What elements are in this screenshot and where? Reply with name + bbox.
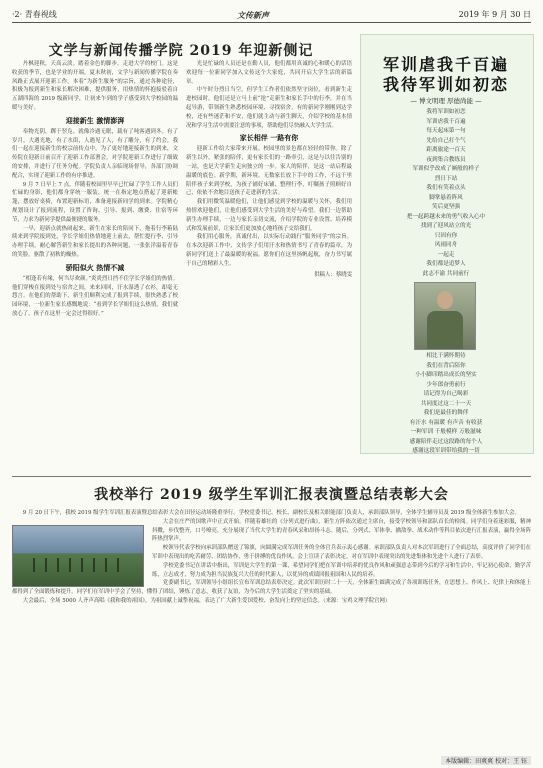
photo-soldier <box>33 558 35 572</box>
article-byline: 供稿人：蔡晓雯 <box>314 271 352 278</box>
poem-line: 请记得为自己喝彩 <box>423 391 469 397</box>
editor-credit: 本版编辑：田爽爽 校对：王 钰 <box>441 756 531 765</box>
poem-line: 军训虐我千百遍 <box>426 118 466 125</box>
poem-line: 我将军训如初恋 <box>426 109 466 115</box>
paragraph: 我们用心服务，真诚付出，以实际行动践行“服务同学”的宗旨。在本次迎新工作中，文传学子们用汗水和热情书写了青春的篇章，为新同学们送上了最温暖的祝福。愿你们在这里扬帆起航，奋力书写属于自己的精彩人生。 <box>186 234 352 267</box>
paragraph: 党委副书记，军训领导小组组长宣布军训总结表彰决定。此次军训历时二十一天，全体新生圆满完成了各项训练任务，在思想上、作风上、纪律上和体能上都得到了全面锻炼和提升。同学们在军训中学会了坚持，懂得了团结，锤炼了意志，收获了友谊，为今后的大学生活奠定了坚实的基础。 <box>12 580 531 596</box>
paragraph: 光是忙碌的人员还是在勤人员，他们都用真诚的心和暖心的话语欢迎每一位新同学加入文传这个大家庭，共同开启大学生活的新篇章。 <box>186 61 352 85</box>
photo-soldier <box>69 558 71 572</box>
poem-line: 我们是最佳的舞伴 <box>423 410 469 416</box>
photo-soldier <box>93 558 95 572</box>
poem-line: 找到了迎风站立的光 <box>420 223 472 229</box>
photo-soldier <box>105 558 107 572</box>
subheading: 家长相伴 一路有你 <box>239 133 299 143</box>
subheading: 骄阳似火 热情不减 <box>65 262 125 272</box>
paragraph: 大会在庄严的国歌声中正式开始。伴随着雄壮的《分列式进行曲》，新生方阵依次通过主席台，接受学校领导和部队首长的检阅。同学们身着迷彩服，精神抖擞，步伐整齐，口号嘹亮，充分展现了当代大学生的青春风采和昂扬斗志。随后，分列式、军体拳、擒敌拳、战术动作等科目依次进行汇报表演，赢得全场阵阵热烈掌声。 <box>152 518 531 543</box>
poem-line: 小小脚印踏出成长的坚实 <box>415 372 477 378</box>
poem-line: 只因有你 <box>434 232 458 239</box>
paragraph: 我们用微笑温暖他们，让他们感觉到学校的温暖与关怀，我们用热情欢迎他们，让他们感受到大学生活的美好与希望。我们一边帮助新生办理手续，一边与家长亲切交流，介绍学院的专业设置、培养模式和发展前景，让家长们更加放心地将孩子交给我们。 <box>186 199 352 232</box>
paragraph: 学校党委书记在讲话中指出，军训是大学生的第一课，希望同学们把在军训中培养的优良作风和顽强意志带到今后的学习和生活中，牢记初心使命，勤学苦练，立志成才，努力成为担当民族复兴大任的时代新人，以优异的成绩回报祖国和人民的培养。 <box>152 562 531 578</box>
photo-soldier <box>57 558 59 572</box>
poem-line: 感谢陪伴走过这段路的每个人 <box>409 438 483 445</box>
poem-line: 风雨同舟 <box>434 242 458 248</box>
paragraph: “相逢若有缘，何当尽欢颜。”炎炎烈日挡不住学长学姐们的热情。他们穿梭在报到处与宿舍之间，来来回回，汗水湿透了衣衫，却毫无怨言。在他们的帮助下，新生们顺利完成了报到手续，很快熟悉了校园环境，一位新生家长感慨地说：“看到学长学姐们这么热情，我们就放心了，孩子在这里一定会过得很好。” <box>12 275 178 317</box>
paragraph: 9 月 7 日早上 7 点，伴随着校园里早早已忙碌了学生工作人员们忙碌的身影，他们都身穿统一服装，统一在指定地点搭起了迎新帐篷，摆放好桌椅，布置迎新标语，准备迎接新同学的到来。学院精心规划设计了报到流程，设置了咨询、引导、报到、缴费、住宿等环节，力求为新同学提供最便捷的服务。 <box>12 181 178 223</box>
issue-date: 2019 年 9 月 30 日 <box>458 10 531 19</box>
poem-line: 少年郎奋勇前行 <box>426 381 466 388</box>
poem-line: 夜到集合教练员 <box>426 156 466 163</box>
photo-soldier <box>117 558 119 572</box>
soldier-photo <box>414 282 476 350</box>
page-number-section: ·2· 青春视线 <box>12 10 57 19</box>
poem-stanza-1 <box>362 108 530 279</box>
poem-line: 一种军训 千般模样 万般滋味 <box>410 429 482 435</box>
article-column-1 <box>12 60 178 465</box>
poem-line: 先给自己打个气 <box>426 137 466 144</box>
poem-line: 烈日下站 <box>434 175 458 182</box>
paragraph: 迎新工作给大家带来开展。校园里的景色都在轻轻的带你。除了新生以外，紧张的陪伴，更有家长们的一路牵引，这是与以往告别的一站，也是大学新生走向独立的一步。家人的陪伴，是这一站启程最温暖的底色。新学期，新环境。无数家长放下手中的工作，不远千里陪伴孩子来到学校，为孩子铺好床铺、整理行李，叮嘱孩子照顾好自己，依依不舍地目送孩子走进新的生活。 <box>186 146 352 197</box>
section-divider <box>12 476 531 477</box>
poem-line: 每天起床第一句 <box>426 128 466 134</box>
article-title-orientation: 文学与新闻传播学院 2019 年迎新侧记 <box>48 43 314 59</box>
parade-photo <box>12 525 144 587</box>
poem-line: 军训似乎改成了厮般的样子 <box>412 166 480 172</box>
paragraph: 大会最后，全场 5000 人齐声高唱《我和我的祖国》，为祖国献上诚挚祝福，表达了广大新生爱国爱校、奋发向上的坚定信念。（来源：宝鸡文理学院官网） <box>22 597 391 604</box>
poem-line: 相比于满怀期待 <box>426 353 466 359</box>
poem-title-line-1: 军训虐我千百遍 <box>382 55 509 74</box>
article-title-military-training: 我校举行 2019 级学生军训汇报表演暨总结表彰大会 <box>94 487 449 503</box>
photo-figure-head <box>437 291 453 309</box>
poem-line: 我们在背后陪你 <box>426 362 466 369</box>
paragraph: 丹枫迎秋，天高云淡。踏着金色的脚步，走进大学的校门。这是收获的季节，也是学业的开端。夏末秋初，文学与新闻传播学院在奏风路正式展开迎新工作，本着“为新生服务”的宗旨，通过各种途径，积极为报到新生和家长解决困难，提供服务，用热情的怀抱接驳着自五湖四海的 2019 级新同学，让初来乍到的学子感受到大学校园的温暖与美好。 <box>12 61 178 111</box>
poem-stanza-2 <box>362 352 530 457</box>
article-column-2 <box>186 60 352 465</box>
poem-line: 笑后更坚强 <box>432 204 460 210</box>
page-header <box>12 8 531 23</box>
poem-line: 我们都是追梦人 <box>426 261 466 267</box>
paragraph: 中午时分烈日当空，但学生工作者们依然坚守岗位，看到新生走进校园时，他们还是立马上前“抢”走新生和家长手中的行李，并在当起导游，带领新生熟悉校园环境、寻找宿舍。有的新同学刚刚到达学校，还有些迷茫和不安，他们就主动与新生聊天，介绍学校的基本情况和学习生活中需要注意的事项，帮助他们尽快融入大学生活。 <box>186 87 352 129</box>
photo-soldier <box>45 558 47 572</box>
poem-line: 有汗水 有温暖 有声音 有收获 <box>409 419 483 426</box>
paragraph: 一早，迎新点就热闹起来。新生在家长的陪同下，拖着行李箱陆续来到学院报到处，学长学姐们热情地迎上前去，帮忙提行李、引导办理手续，耐心解答新生和家长提出的各种问题，一张张洋溢着青春的笑脸，驱散了初秋的燥热。 <box>12 225 178 258</box>
subheading: 迎接新生 激情澎湃 <box>65 115 125 125</box>
paragraph: 校领导代表学校向承训部队赠送了锦旗，向圆满完成军训任务的全体官兵表示衷心感谢。承训部队负责人对本次军训进行了全面总结，高度评价了同学们在军训中表现出的吃苦耐劳、团结协作、勇于拼搏的优良作风。会上宣读了表彰决定，对在军训中表现突出的先进集体和先进个人进行了表彰。 <box>152 545 531 560</box>
poem-byline: — 博文明理 厚德尚能 — <box>410 97 482 105</box>
paragraph: 奉物光阴，踯于翌凫。就像冷遇无眠，载有了吨客遇到冬。有了岁月，大遇光地，有了水街，人遇见了人，有了雕分，有了约会，我们一起在迎接新生的校宗前传点中，为了更好地迎接新生的到来，文传院在迎新日前召开了迎新工作部署会，对学院迎新工作进行了细致的安排，并进行了任务分配。学院负责人亲临现场督导，各部门协调配合，实现了迎新工作的有序推进。 <box>12 128 178 179</box>
poem-line: 共同度过这二十一天 <box>420 400 472 407</box>
photo-soldier <box>81 558 83 572</box>
poem-line: 我们有笑着点头 <box>426 185 466 191</box>
paragraph: 9 月 20 日下午，我校 2019 级学生军训汇报表演暨总结表彰大会在田径运动场隆重举行。学校党委书记、校长、副校长及相关职能部门负责人，承训部队领导，全体学生辅导员及 2019 级全体新生参加大会。 <box>22 510 520 516</box>
poem-line: 距离旅途一百天 <box>426 147 466 153</box>
poem-title-line-2: 我待军训如初恋 <box>382 75 509 94</box>
poem-line: 一起走 <box>437 251 455 258</box>
poem-line: 此志不渝 共同前行 <box>422 270 470 277</box>
poem-line: 感谢这段军训带给我的一切 <box>412 448 480 454</box>
poem-line: 脚掌悬着阵风 <box>429 194 463 201</box>
photo-figure-body <box>427 311 463 349</box>
poem-line: 把一起跨越未来的勇气收入心中 <box>406 213 486 220</box>
masthead: 文传新声 <box>237 10 269 20</box>
